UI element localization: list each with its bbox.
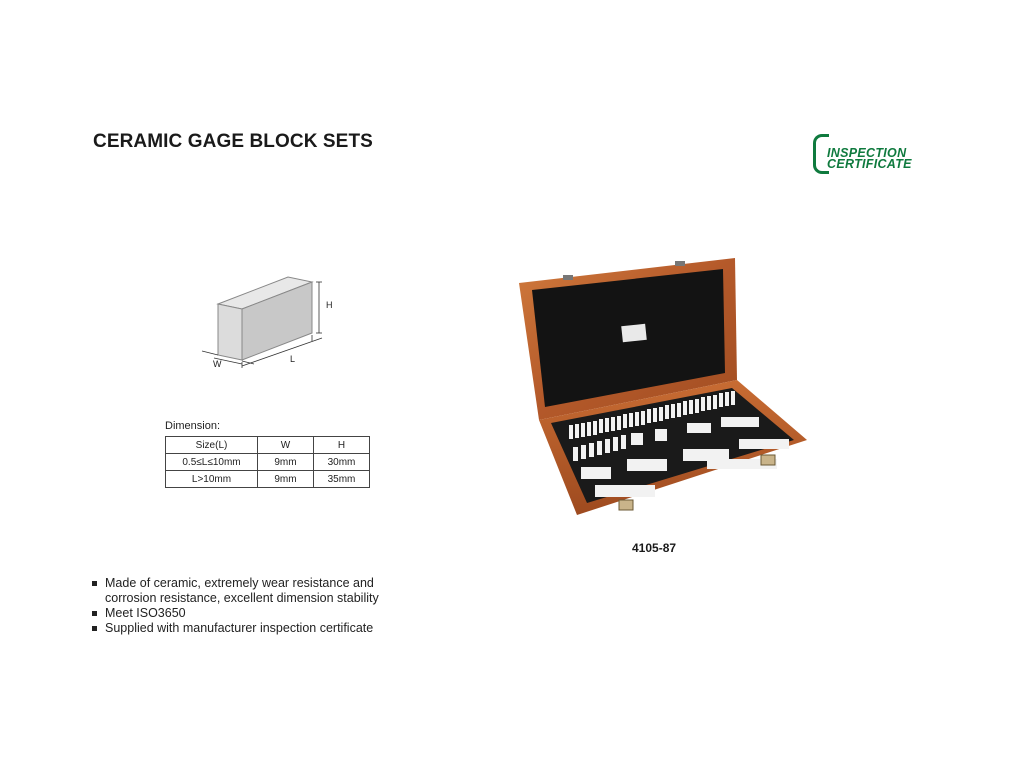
table-cell: 9mm [258, 454, 314, 471]
table-header-cell: W [258, 437, 314, 454]
list-item [92, 621, 379, 636]
list-item [92, 576, 379, 591]
list-item [92, 606, 379, 621]
bullet-icon [92, 611, 97, 616]
certificate-text [827, 148, 912, 170]
product-photo [517, 255, 812, 525]
feature-text: Supplied with manufacturer inspection certificate [105, 621, 374, 635]
gage-block-diagram [196, 272, 346, 377]
certificate-line-2: CERTIFICATE [827, 157, 912, 171]
bullet-icon [92, 581, 97, 586]
inspection-certificate-logo [813, 134, 931, 174]
page-title: CERAMIC GAGE BLOCK SETS [93, 131, 373, 152]
block-side-face [218, 304, 242, 360]
dimension-caption: Dimension: [165, 420, 221, 432]
bullet-icon [92, 626, 97, 631]
table-cell: 35mm [314, 471, 370, 488]
latch-right-icon [761, 455, 775, 465]
feature-text: Meet ISO3650 [105, 606, 186, 620]
feature-text: corrosion resistance, excellent dimension stability [105, 591, 379, 605]
length-label: L [290, 354, 296, 364]
height-label: H [326, 300, 333, 310]
width-label: W [213, 359, 222, 369]
certificate-line-1: INSPECTION [827, 146, 907, 160]
list-item-continuation [92, 591, 379, 606]
table-cell: 9mm [258, 471, 314, 488]
feature-list [92, 576, 379, 636]
feature-text: Made of ceramic, extremely wear resistance and [105, 576, 374, 590]
table-cell: 0.5≤L≤10mm [166, 454, 258, 471]
table-cell: 30mm [314, 454, 370, 471]
table-header-row [166, 437, 370, 454]
lid-label-plate [621, 324, 647, 342]
dimension-table [165, 436, 370, 488]
table-row [166, 471, 370, 488]
table-header-cell: H [314, 437, 370, 454]
model-number: 4105-87 [632, 541, 677, 555]
latch-left-icon [619, 500, 633, 510]
table-row [166, 454, 370, 471]
table-cell: L>10mm [166, 471, 258, 488]
table-header-cell: Size(L) [166, 437, 258, 454]
dimension-section [165, 420, 370, 488]
